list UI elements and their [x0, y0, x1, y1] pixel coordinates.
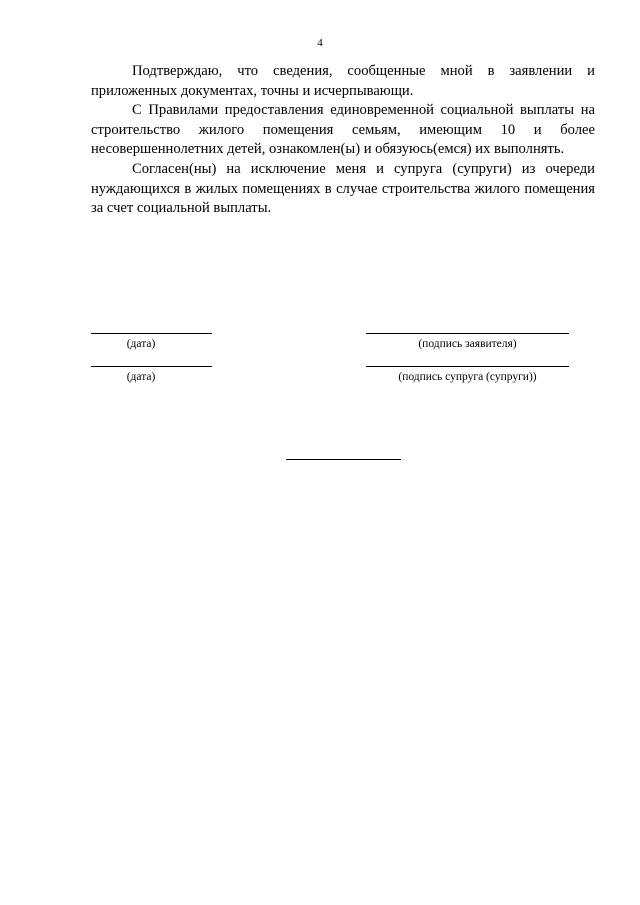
date-line-spouse [91, 366, 212, 367]
date-caption-spouse: (дата) [126, 371, 156, 383]
signature-line-spouse [366, 366, 569, 367]
document-body [91, 62, 595, 219]
date-line-applicant [91, 333, 212, 334]
signature-caption-applicant: (подпись заявителя) [418, 338, 517, 350]
signature-line-applicant [366, 333, 569, 334]
date-caption-applicant: (дата) [126, 338, 156, 350]
paragraph-queue-consent: Согласен(ны) на исключение меня и супруга (супруги) из очереди нуждающихся в жилых помещениях в случае строительства жилого помещения за счет социальной выплаты. [91, 160, 595, 217]
page-number: 4 [317, 37, 323, 49]
paragraph-rules-acknowledgement: С Правилами предоставления единовременной социальной выплаты на строительство жилого помещения семьям, имеющим 10 и более несовершеннолетних детей, ознакомлен(ы) и обязуюсь(емся) их выполнять. [91, 102, 595, 158]
paragraph-confirmation: Подтверждаю, что сведения, сообщенные мной в заявлении и приложенных документах, точны и исчерпывающи. [91, 63, 595, 99]
signature-caption-spouse: (подпись супруга (супруги)) [398, 371, 537, 383]
end-separator-line [286, 459, 401, 460]
